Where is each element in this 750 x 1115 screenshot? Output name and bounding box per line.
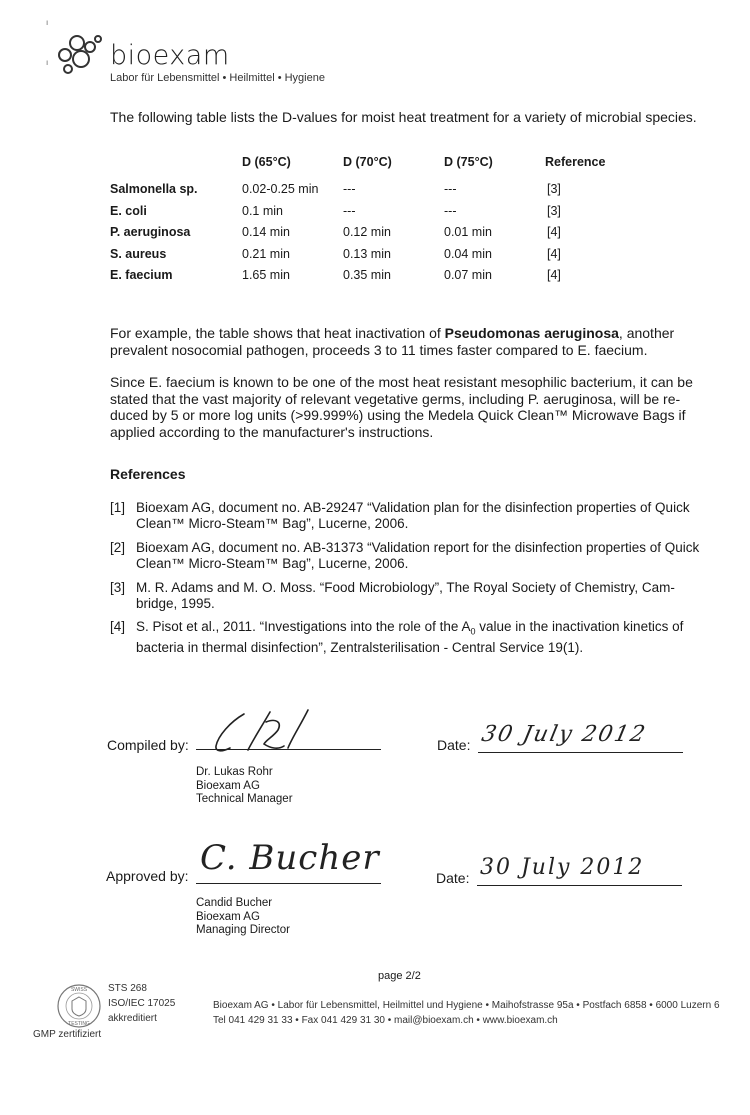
brand-name: bioexam — [110, 40, 230, 71]
table-cell: --- — [343, 182, 356, 196]
table-cell: Salmonella sp. — [110, 182, 198, 196]
table-cell: [3] — [547, 203, 561, 218]
handwritten-date: 30 July 2012 — [479, 722, 650, 747]
margin-mark: ı — [46, 58, 49, 67]
table-cell: [3] — [547, 182, 561, 196]
handwritten-date: 30 July 2012 — [480, 855, 645, 880]
approved-by-info: Candid Bucher Bioexam AG Managing Director — [196, 897, 290, 936]
date-label: Date: — [437, 737, 471, 753]
table-cell: 0.13 min — [343, 246, 391, 261]
table-cell: S. aureus — [110, 246, 167, 261]
table-cell: 0.35 min — [343, 268, 391, 282]
reference-item: [2] Bioexam AG, document no. AB-31373 “Validation report for the disinfection properties of Quick Clean™ Micro-Steam™ Bag”, Lucerne, 2006. — [110, 540, 700, 571]
bioexam-logo-icon — [50, 33, 110, 88]
date-label: Date: — [436, 870, 470, 886]
accreditation-text: STS 268 ISO/IEC 17025 akkreditiert — [108, 983, 176, 1024]
signature-line — [196, 749, 381, 750]
compiled-by-label: Compiled by: — [107, 737, 189, 753]
table-cell: 0.21 min — [242, 246, 290, 261]
table-header-cell: D (65°C) — [242, 155, 291, 169]
table-cell: 0.12 min — [343, 225, 391, 239]
svg-text:SWISS: SWISS — [70, 987, 88, 993]
page-number: page 2/2 — [378, 970, 421, 982]
table-cell: 0.01 min — [444, 225, 492, 239]
table-cell: [4] — [547, 268, 561, 282]
intro-text: The following table lists the D-values for moist heat treatment for a variety of microbial species. — [110, 109, 697, 125]
table-cell: --- — [444, 182, 457, 196]
margin-mark: ı — [46, 18, 49, 27]
table-cell: 0.07 min — [444, 268, 492, 282]
table-cell: 0.14 min — [242, 225, 290, 239]
table-cell: P. aeruginosa — [110, 225, 191, 239]
reference-item: [3] M. R. Adams and M. O. Moss. “Food Microbiology”, The Royal Society of Chemistry, Cam-bridge, 1995. — [110, 580, 675, 611]
compiled-by-info: Dr. Lukas Rohr Bioexam AG Technical Manager — [196, 766, 293, 805]
footer-address: Bioexam AG • Labor für Lebensmittel, Heilmittel und Hygiene • Maihofstrasse 95a • Postfach 6858 • 6000 Luzern 6 Tel 041 429 31 33 • Fax 041 429 31 30 • mail@bioexam.ch • www.bioexam.ch — [213, 1000, 720, 1026]
reference-item: [4] S. Pisot et al., 2011. “Investigations into the role of the $A_0$ value in the inactivation kinetics of bacteria in thermal disinfection”, Zentralsterilisation - Central Service 19(1). — [110, 619, 684, 655]
date-line — [478, 752, 683, 753]
table-cell: [4] — [547, 246, 561, 261]
table-cell: 0.02-0.25 min — [242, 182, 319, 196]
table-cell: 0.04 min — [444, 246, 492, 261]
table-header-cell: D (70°C) — [343, 155, 392, 169]
table-cell: E. coli — [110, 203, 147, 218]
swiss-testing-stamp-icon — [55, 982, 103, 1030]
svg-text:TESTING: TESTING — [68, 1021, 90, 1027]
signature-line — [196, 883, 381, 884]
references-heading: References — [110, 466, 186, 482]
date-line — [477, 885, 682, 886]
table-header-cell: D (75°C) — [444, 155, 493, 169]
brand-tagline: Labor für Lebensmittel • Heilmittel • Hygiene — [110, 72, 325, 84]
table-cell: 0.1 min — [242, 203, 283, 218]
table-cell: 1.65 min — [242, 268, 290, 282]
approved-by-label: Approved by: — [106, 868, 189, 884]
gmp-certified-text: GMP zertifiziert — [33, 1029, 102, 1040]
handwritten-signature: C. Bucher — [200, 838, 380, 878]
paragraph-2: Since E. faecium is known to be one of the most heat resistant mesophilic bacterium, it can be stated that the vast majority of relevant vegetative germs, including P. aeruginosa, will be re-duced by 5 or more log units (>99.999%) using the Medela Quick Clean™ Microwave Bags if applied according to the manufacturer's instructions. — [110, 374, 693, 440]
table-cell: E. faecium — [110, 268, 173, 282]
paragraph-1: For example, the table shows that heat inactivation of Pseudomonas aeruginosa, another prevalent nosocomial pathogen, proceeds 3 to 11 times faster compared to E. faecium. — [110, 325, 675, 358]
reference-item: [1] Bioexam AG, document no. AB-29247 “Validation plan for the disinfection properties of Quick Clean™ Micro-Steam™ Bag”, Lucerne, 2006. — [110, 500, 690, 531]
table-cell: --- — [343, 203, 356, 218]
bold-species: Pseudomonas aeruginosa — [444, 325, 619, 341]
table-cell: [4] — [547, 225, 561, 239]
table-header-cell: Reference — [545, 155, 606, 169]
table-cell: --- — [444, 203, 457, 218]
